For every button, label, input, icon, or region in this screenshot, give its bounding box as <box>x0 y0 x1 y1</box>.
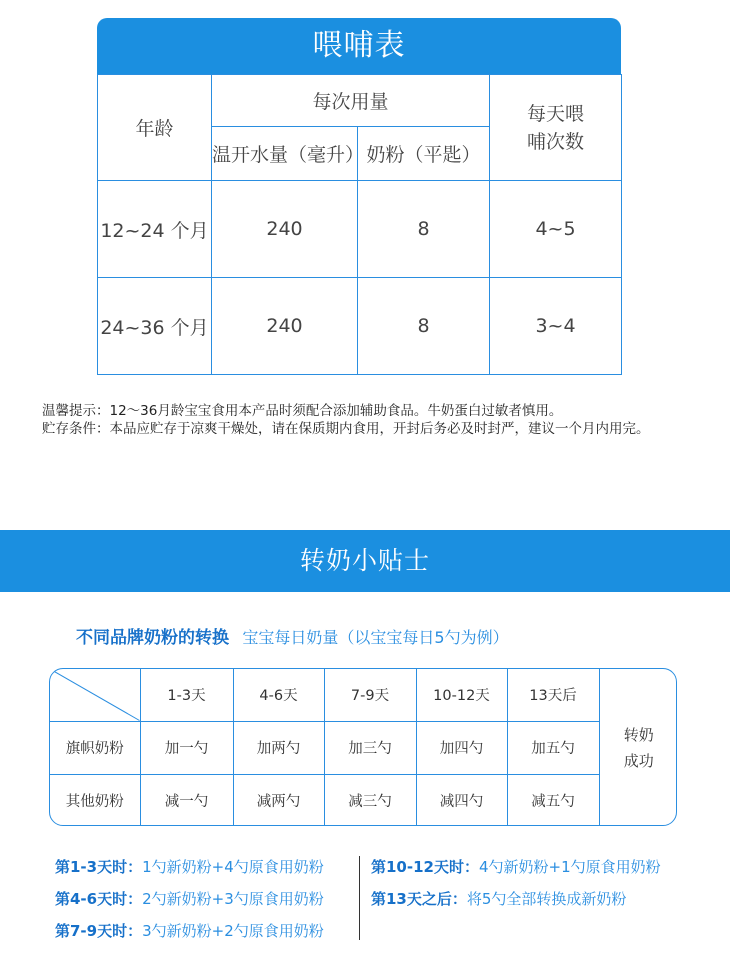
step-text: 3勺新奶粉+2勺原食用奶粉 <box>142 922 324 940</box>
day-header: 13天后 <box>507 669 599 721</box>
transition-table-box <box>49 668 677 826</box>
row-label: 其他奶粉 <box>50 774 140 826</box>
tips-banner: 转奶小贴士 <box>0 530 730 592</box>
steps-right <box>371 856 661 920</box>
transition-subhead <box>76 623 509 648</box>
cell-count: 4~5 <box>490 181 622 278</box>
cell-value: 减两勺 <box>233 774 324 826</box>
day-header: 4-6天 <box>233 669 324 721</box>
step-label: 第7-9天时： <box>55 922 143 940</box>
step-text: 将5勺全部转换成新奶粉 <box>466 890 627 908</box>
cell-powder: 8 <box>358 181 490 278</box>
step-line <box>55 920 324 952</box>
table-row <box>98 181 622 278</box>
step-text: 4勺新奶粉+1勺原食用奶粉 <box>478 858 661 876</box>
transition-table <box>50 669 677 826</box>
header-age: 年龄 <box>98 75 212 181</box>
notes <box>42 402 692 438</box>
cell-count: 3~4 <box>490 278 622 375</box>
storage-conditions: 贮存条件：本品应贮存于凉爽干燥处，请在保质期内食用，开封后务必及时封严，建议一个月内用完。 <box>42 421 650 437</box>
subhead-strong: 不同品牌奶粉的转换 <box>76 628 229 648</box>
cell-water: 240 <box>212 278 358 375</box>
step-line <box>55 888 324 920</box>
table-row <box>98 278 622 375</box>
header-water: 温开水量（毫升） <box>212 127 358 181</box>
warm-tip: 温馨提示：12～36月龄宝宝食用本产品时须配合添加辅助食品。牛奶蛋白过敏者慎用。 <box>42 403 563 419</box>
cell-value: 减五勺 <box>507 774 599 826</box>
feeding-table-section <box>97 18 621 375</box>
table-row <box>50 721 677 774</box>
cell-powder: 8 <box>358 278 490 375</box>
row-label: 旗帜奶粉 <box>50 721 140 774</box>
step-line <box>55 856 324 888</box>
cell-value: 减四勺 <box>416 774 507 826</box>
transition-result: 转奶 成功 <box>599 669 677 826</box>
header-daily-count: 每天喂 哺次数 <box>490 75 622 181</box>
diagonal-corner-cell <box>50 669 140 721</box>
header-per-feed: 每次用量 <box>212 75 490 127</box>
step-text: 1勺新奶粉+4勺原食用奶粉 <box>142 858 324 876</box>
cell-value: 减一勺 <box>140 774 233 826</box>
step-label: 第4-6天时： <box>55 890 143 908</box>
cell-value: 加三勺 <box>324 721 416 774</box>
step-line <box>371 856 661 888</box>
step-label: 第10-12天时： <box>371 858 479 876</box>
day-header: 10-12天 <box>416 669 507 721</box>
header-powder: 奶粉（平匙） <box>358 127 490 181</box>
cell-age: 24~36 个月 <box>98 278 212 375</box>
steps-left <box>55 856 324 952</box>
day-header: 1-3天 <box>140 669 233 721</box>
cell-value: 加四勺 <box>416 721 507 774</box>
cell-value: 加一勺 <box>140 721 233 774</box>
cell-value: 减三勺 <box>324 774 416 826</box>
day-header: 7-9天 <box>324 669 416 721</box>
cell-water: 240 <box>212 181 358 278</box>
table-row <box>50 774 677 826</box>
cell-value: 加两勺 <box>233 721 324 774</box>
step-label: 第1-3天时： <box>55 858 143 876</box>
column-divider <box>359 856 360 940</box>
cell-age: 12~24 个月 <box>98 181 212 278</box>
subhead-light: 宝宝每日奶量（以宝宝每日5勺为例） <box>242 628 509 647</box>
cell-value: 加五勺 <box>507 721 599 774</box>
step-text: 2勺新奶粉+3勺原食用奶粉 <box>142 890 324 908</box>
step-label: 第13天之后： <box>371 890 467 908</box>
step-line <box>371 888 661 920</box>
diagonal-line <box>50 669 140 721</box>
feeding-table-title: 喂哺表 <box>97 18 621 74</box>
feeding-table <box>97 74 622 375</box>
